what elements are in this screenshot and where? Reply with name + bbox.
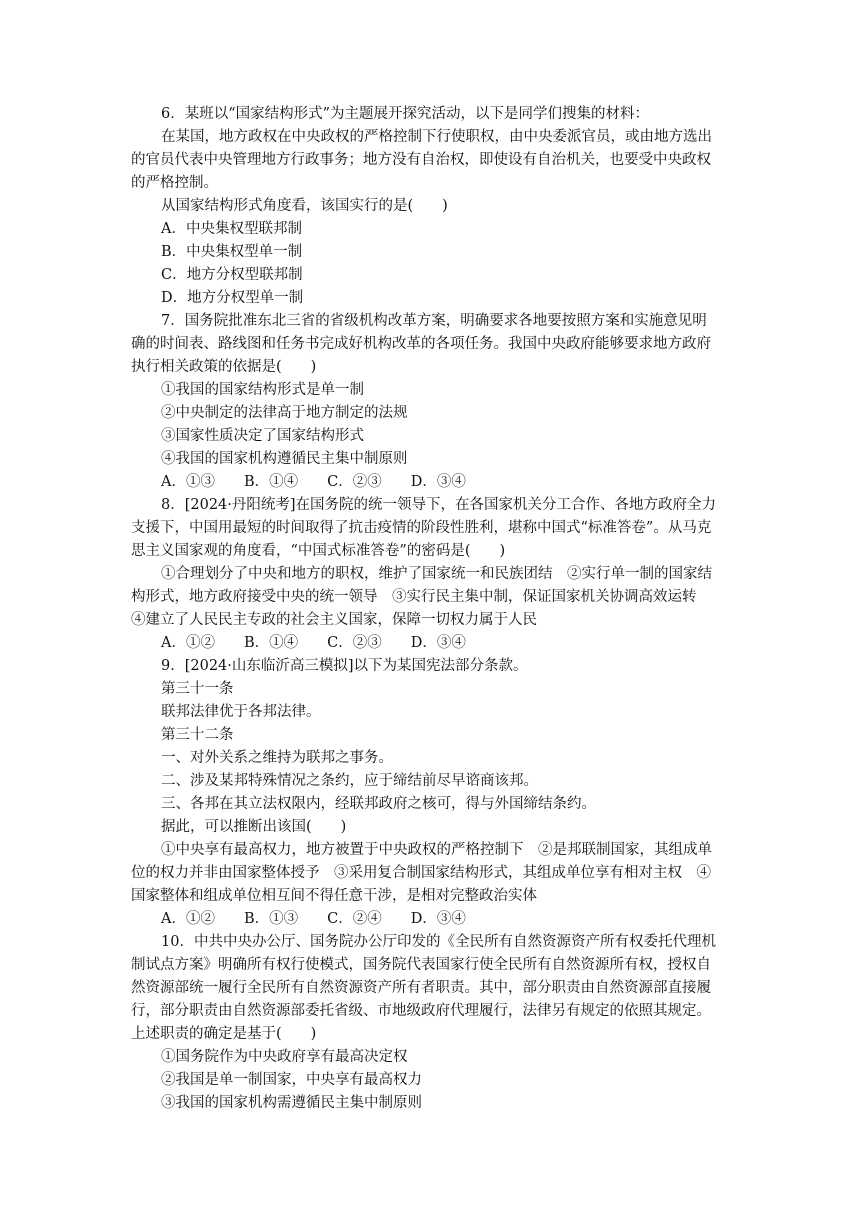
statement-item: 构形式，地方政府接受中央的统一领导 ③实行民主集中制，保证国家机关协调高效运转 [131, 589, 697, 605]
statement-item: ①中央享有最高权力，地方被置于中央政权的严格控制下 ②是邦联制国家，其组成单 [161, 842, 712, 858]
option-a: A．中央集权型联邦制 [161, 221, 302, 237]
question-stem-line: 的严格控制。 [131, 175, 218, 191]
question-stem-line: 9．[2024·山东临沂高三模拟]以下为某国宪法部分条款。 [161, 658, 528, 674]
statement-item: ①国务院作为中央政府享有最高决定权 [161, 1049, 408, 1065]
question-stem-line: 的官员代表中央管理地方行政事务；地方没有自治权，即使设有自治机关，也要受中央政权 [131, 152, 711, 168]
question-stem-line: 8．[2024·丹阳统考]在国务院的统一领导下，在各国家机关分工合作、各地方政府全力 [161, 497, 717, 513]
excerpt-line: 联邦法律优于各邦法律。 [161, 704, 321, 720]
statement-item: ①我国的国家结构形式是单一制 [161, 382, 364, 398]
question-stem-line: 从国家结构形式角度看，该国实行的是( ) [161, 198, 448, 214]
statement-item: ③国家性质决定了国家结构形式 [161, 428, 364, 444]
question-stem-line: 行，部分职责由自然资源部委托省级、市地级政府代理履行，法律另有规定的依照其规定。 [131, 1003, 711, 1019]
question-stem-line: 支援下，中国用最短的时间取得了抗击疫情的阶段性胜利，堪称中国式“标准答卷”。从马克 [131, 520, 712, 536]
question-stem-line: 10．中共中央办公厅、国务院办公厅印发的《全民所有自然资源资产所有权委托代理机 [161, 934, 716, 950]
question-stem-line: 制试点方案》明确所有权行使模式，国务院代表国家行使全民所有自然资源所有权，授权自 [131, 957, 711, 973]
question-stem-line: 思主义国家观的角度看，“中国式标准答卷”的密码是( ) [131, 543, 506, 559]
statement-item: ④建立了人民民主专政的社会主义国家，保障一切权力属于人民 [131, 612, 537, 628]
question-stem-line: 然资源部统一履行全民所有自然资源资产所有者职责。其中，部分职责由自然资源部直接履 [131, 980, 711, 996]
excerpt-line: 第三十二条 [161, 727, 234, 743]
question-stem-line: 7．国务院批准东北三省的省级机构改革方案，明确要求各地要按照方案和实施意见明 [161, 313, 707, 329]
option-d: D．地方分权型单一制 [161, 290, 304, 306]
answer-choices: A．①③ B．①④ C．②③ D．③④ [161, 474, 466, 490]
answer-choices: A．①② B．①③ C．②④ D．③④ [161, 911, 466, 927]
question-stem-line: 确的时间表、路线图和任务书完成好机构改革的各项任务。我国中央政府能够要求地方政府 [131, 336, 711, 352]
statement-item: 国家整体和组成单位相互间不得任意干涉，是相对完整政治实体 [131, 888, 537, 904]
excerpt-line: 二、涉及某邦特殊情况之条约，应于缔结前尽早谘商该邦。 [161, 773, 538, 789]
question-stem-line: 6．某班以“国家结构形式”为主题展开探究活动，以下是同学们搜集的材料： [161, 106, 650, 122]
question-stem-line: 在某国，地方政权在中央政权的严格控制下行使职权，由中央委派官员，或由地方选出 [161, 129, 712, 145]
statement-item: 位的权力并非由国家整体授予 ③采用复合制国家结构形式，其组成单位享有相对主权 ④ [131, 865, 711, 881]
statement-item: ③我国的国家机构需遵循民主集中制原则 [161, 1095, 422, 1111]
excerpt-line: 三、各邦在其立法权限内，经联邦政府之核可，得与外国缔结条约。 [161, 796, 596, 812]
excerpt-line: 一、对外关系之维持为联邦之事务。 [161, 750, 393, 766]
statement-item: ②中央制定的法律高于地方制定的法规 [161, 405, 408, 421]
option-b: B．中央集权型单一制 [161, 244, 303, 260]
question-stem-line: 上述职责的确定是基于( ) [131, 1026, 317, 1042]
answer-choices: A．①② B．①④ C．②③ D．③④ [161, 635, 466, 651]
statement-item: ②我国是单一制国家，中央享有最高权力 [161, 1072, 422, 1088]
excerpt-line: 第三十一条 [161, 681, 234, 697]
statement-item: ④我国的国家机构遵循民主集中制原则 [161, 451, 408, 467]
question-stem-line: 执行相关政策的依据是( ) [131, 359, 317, 375]
statement-item: ①合理划分了中央和地方的职权，维护了国家统一和民族团结 ②实行单一制的国家结 [161, 566, 712, 582]
question-prompt: 据此，可以推断出该国( ) [161, 819, 347, 835]
option-c: C．地方分权型联邦制 [161, 267, 303, 283]
